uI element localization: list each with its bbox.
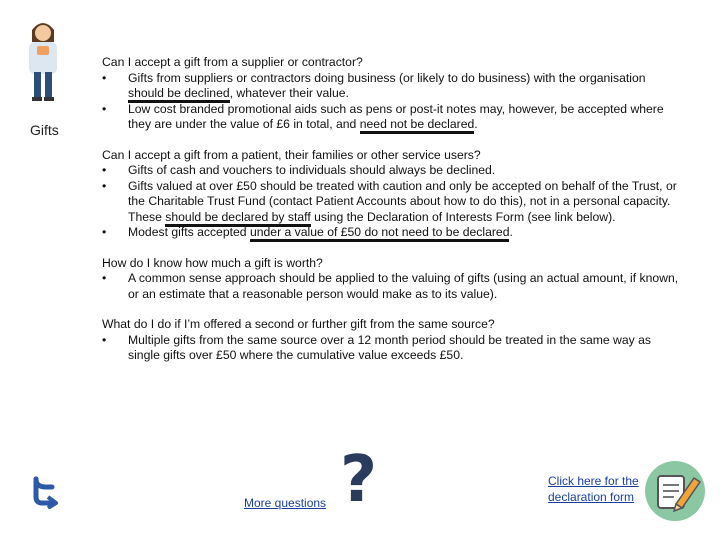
bullet-item bbox=[102, 271, 682, 302]
bullet-text: . bbox=[474, 117, 478, 131]
bullet-text: Gifts of cash and vouchers to individuals should always be declined. bbox=[128, 163, 496, 177]
bullet-dot: • bbox=[102, 225, 107, 239]
bullet-item bbox=[102, 102, 682, 133]
back-arrow-icon[interactable] bbox=[28, 475, 62, 509]
bullet-item bbox=[102, 179, 682, 226]
section-heading: What do I do if I’m offered a second or further gift from the same source? bbox=[102, 317, 495, 331]
bullet-item bbox=[102, 163, 682, 179]
section-patient bbox=[102, 148, 682, 241]
section-heading: Can I accept a gift from a supplier or contractor? bbox=[102, 55, 363, 69]
underlined-text: under a value of £50 do not need to be declared bbox=[250, 225, 510, 242]
section-supplier bbox=[102, 55, 682, 133]
bullet-dot: • bbox=[102, 332, 107, 347]
bullet-dot: • bbox=[102, 178, 107, 193]
section-heading: How do I know how much a gift is worth? bbox=[102, 255, 323, 270]
bullet-text: Gifts valued at over £50 should be treated with caution and only be accepted on behalf of the Trust, or the Charitable Trust Fund (contact Patient Accounts about how to do this), not in a personal capacity. These bbox=[128, 178, 677, 224]
bullet-text: using the Declaration of Interests Form (see link below). bbox=[310, 209, 616, 224]
person-icon bbox=[24, 16, 62, 102]
bullet-item bbox=[102, 71, 682, 102]
question-mark-icon[interactable]: ? bbox=[340, 443, 378, 517]
pen-paper-icon[interactable] bbox=[644, 460, 706, 522]
bullet-text: Multiple gifts from the same source over a 12 month period should be treated in the same way as single gifts over £50 where the cumulative value exceeds £50. bbox=[128, 332, 651, 362]
bullet-item bbox=[102, 225, 682, 241]
bullet-text: Low cost branded promotional aids such as pens or post-it notes may, however, be accepted where they are under the value of £6 in total, and bbox=[128, 101, 664, 131]
bullet-dot: • bbox=[102, 163, 107, 177]
bullet-text: Modest gifts accepted bbox=[128, 225, 250, 239]
section-heading: Can I accept a gift from a patient, their families or other service users? bbox=[102, 147, 481, 162]
bullet-dot: • bbox=[102, 271, 107, 285]
content-body bbox=[102, 55, 682, 379]
bullet-item bbox=[102, 333, 682, 364]
underlined-text: should be declared by staff bbox=[165, 210, 310, 227]
underlined-text: should be declined bbox=[128, 86, 230, 103]
bullet-text: . bbox=[509, 225, 513, 239]
bullet-text: A common sense approach should be applied to the valuing of gifts (using an actual amount, if known, or an estimate that a reasonable person would make as to its value). bbox=[128, 271, 679, 301]
underlined-text: need not be declared bbox=[360, 117, 475, 134]
bullet-dot: • bbox=[102, 70, 107, 85]
section-multiple bbox=[102, 317, 682, 364]
bullet-dot: • bbox=[102, 101, 107, 116]
section-value bbox=[102, 256, 682, 303]
side-label: Gifts bbox=[30, 122, 59, 138]
bullet-text: , whatever their value. bbox=[229, 86, 349, 100]
declaration-form-link[interactable]: Click here for the declaration form bbox=[548, 474, 639, 504]
bullet-text: Gifts from suppliers or contractors doing business (or likely to do business) with the organisation bbox=[128, 70, 646, 85]
more-questions-link[interactable]: More questions bbox=[244, 496, 327, 510]
